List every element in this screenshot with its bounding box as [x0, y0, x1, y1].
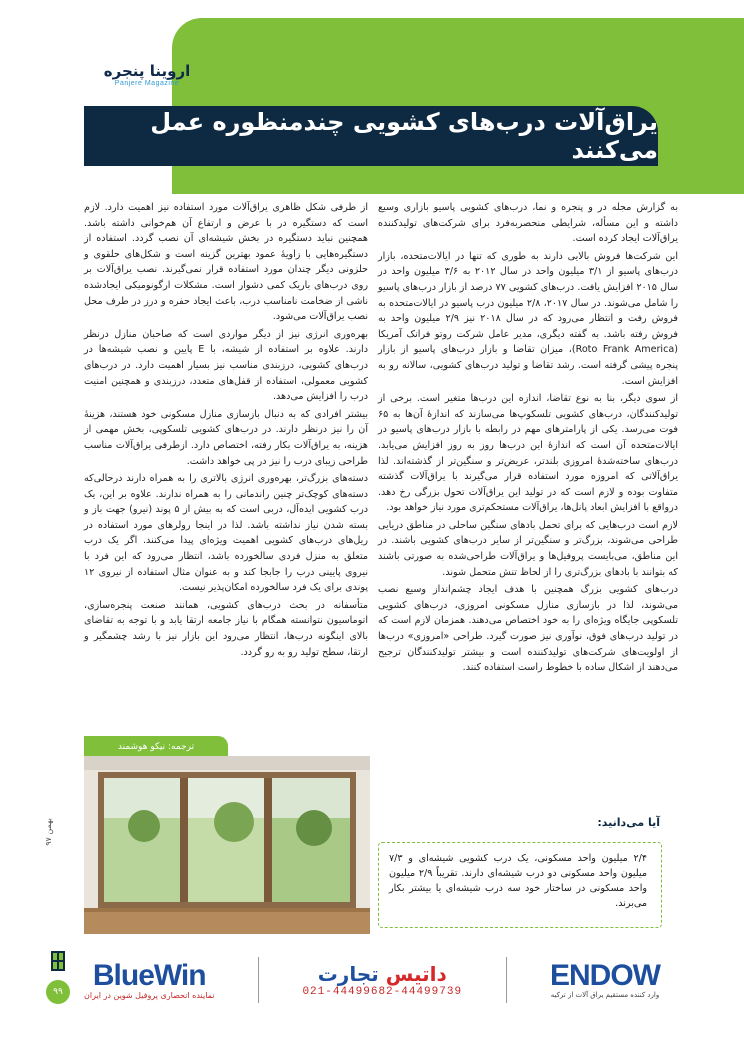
paragraph: لازم است درب‌هایی که برای تحمل بادهای سنگین ساحلی در مناطق دریایی طراحی می‌شوند، بزرگ‌تر و سنگین‌تر از سایر درب‌های کشویی باشند. در این مناطق، می‌بایست پروفیل‌ها و یراق‌آلات طراحی‌شده به صورتی باشند که بتوانند با بادهای بزرگ‌تری را از لحاظ تنش متحمل شوند.: [378, 519, 678, 578]
logo-subtitle: Panjere Magazine: [114, 80, 180, 87]
advertising-bar: [84, 948, 660, 1012]
datis-phones: 021-44499682-44499739: [302, 986, 463, 998]
article-photo: [84, 756, 370, 934]
bluewin-brand: BlueWin: [92, 958, 206, 992]
sliding-door-photo: [84, 756, 370, 934]
datis-brand: [318, 962, 447, 986]
ad-divider: [258, 957, 259, 1003]
paragraph: از طرفی شکل ظاهری یراق‌آلات مورد استفاده نیز اهمیت دارد. لازم است که دستگیره در با عرض و ارتفاع آن هم‌خوانی داشته باشد. همچنین نباید دستگیره در بخش شیشه‌ای آن نصب گردد. استفاده از دستگیره‌هایی با زاویهٔ عمود بهترین گزینه است و شکل‌های حلقوی و حلزونی دیگر چندان مورد استفاده قرار نمی‌گیرند. نصب یراق‌آلات بر روی درب‌های باریک کمی دشوار است. مشکلات ارگونومیکی ایجادشده ناشی از ضخامت نامناسب درب، باعث ایجاد حفره و درز در طرف محل نصب یراق‌آلات می‌شود.: [84, 202, 368, 323]
datis-brand-blue: تجارت: [317, 962, 379, 986]
ad-bluewin[interactable]: [84, 950, 215, 1010]
issue-label: بهمن ۹۷: [44, 818, 53, 846]
article-title: یراق‌آلات درب‌های کشویی چندمنظوره عمل می‌کنند: [150, 108, 658, 164]
magazine-logo: [92, 62, 202, 96]
bluewin-tagline: نماینده انحصاری پروفیل شوین در ایران: [84, 990, 215, 1000]
did-you-know-box: [378, 842, 662, 928]
article-column-left: [84, 200, 368, 662]
paragraph: دسته‌های بزرگ‌تر، بهره‌وری انرژی بالاتری را به همراه دارند درحالی‌که دسته‌های کوچک‌تر چنین راندمانی را به همراه ندارند. علاوه بر این، یک درب کشویی ایده‌آل، دربی است که به بیش از ۵ پوند (نیرو) جهت باز و بسته شدن نیاز نداشته باشد. لذا در اینجا رولرهای مورد استفاده در ریل‌های درب‌های کشویی اهمیت ویژه‌ای پیدا می‌کنند. اگر یک درب متعلق به منزل فردی سالخورده باشد، انتظار می‌رود که این فرد با نیروی پایینی درب را جابجا کند و به عنوان مثال استفاده از نیروی ۱۲ پوندی برای یک فرد سالخورده امکان‌پذیر نیست.: [84, 473, 368, 594]
paragraph: بهره‌وری انرژی نیز از دیگر مواردی است که صاحبان منازل درنظر دارند. علاوه بر استفاده از شیشه، با E پایین و نصب شیشه‌ها در درب‌های کشویی، درزبندی مناسب نیز بسیار اهمیت دارد. در درب‌های کشویی معمولی، استفاده از قفل‌های متعدد، درزبندی و همچنین امنیت درب را افزایش می‌دهد.: [84, 328, 368, 403]
window-icon: [50, 950, 66, 972]
paragraph: متأسفانه در بحث درب‌های کشویی، همانند صنعت پنجره‌سازی، اتوماسیون نتوانسته همگام با نیاز جامعه ارتقا یابد و با توجه به تقاضای بالای اینگونه درب‌ها، انتظار می‌رود این بازار نیز با رشد چشمگیر و ارتقا، سطح تولید رو به رو گردد.: [84, 599, 368, 658]
translator-credit: ترجمه: نیکو هوشمند: [84, 736, 228, 758]
paragraph: این شرکت‌ها فروش بالایی دارند به طوری که تنها در ایالات‌متحده، بازار درب‌های پاسیو از ۳/۱ میلیون واحد در سال ۲۰۱۲ به ۳/۶ میلیون واحد در سال ۲۰۱۵ افزایش یافت. درب‌های کشویی ۷۷ درصد از بازار درب‌های پاسیو را شامل می‌شوند. در سال ۲۰۱۷، ۲/۸ میلیون درب پاسیو در ایالات‌متحده به فروش رفت و انتظار می‌رود که در سال ۲۰۱۸ نیز ۲/۹ میلیون واحد به فروش رفته باشد. به گفته دیگری، مدیر عامل شرکت روتو فرانک آمریکا (Roto Frank America)، میزان تقاضا و بازار درب‌های پاسیو از بازار پنجره پیشی گرفته است. رشد تقاضا و تولید درب‌های کشویی، سالانه رو به افزایش است.: [378, 250, 679, 387]
article-column-right: [378, 200, 678, 678]
datis-brand-red: داتیس: [385, 962, 447, 986]
ad-endow[interactable]: [550, 950, 660, 1010]
article-title-bar: [84, 106, 658, 166]
paragraph: بیشتر افرادی که به دنبال بازسازی منازل مسکونی خود هستند، هزینهٔ آن را نیز درنظر دارند. در درب‌های کشویی تلسکوپی، بخش مهمی از هزینه، به یراق‌آلات بکار رفته، اختصاص دارد. ازطرفی یراق‌آلات مناسب طراحی زیبای درب را نیز در پی خواهد داشت.: [84, 408, 368, 467]
did-you-know-text: ۲/۴ میلیون واحد مسکونی، یک درب کشویی شیشه‌ای و ۷/۳ میلیون واحد مسکونی دو درب شیشه‌ای دارند. تقریباً ۲/۹ میلیون واحد مسکونی در ساختار خود سه درب شیشه‌ای یا بیشتر بکار می‌برند.: [389, 853, 648, 909]
endow-tagline: وارد کننده مستقیم یراق آلات از ترکیه: [550, 991, 660, 999]
page-number: ۹۹: [46, 980, 70, 1004]
ad-datis[interactable]: [302, 950, 462, 1010]
paragraph: به گزارش مجله در و پنجره و نما، درب‌های کشویی پاسیو بازاری وسیع داشته و این مسأله، شرایطی منحصربه‌فرد برای شرکت‌های تولیدکننده یراق‌آلات ایجاد کرده است.: [378, 202, 678, 245]
endow-brand: ENDOW: [550, 959, 660, 992]
logo-text: اروینا پنجره: [103, 62, 191, 80]
did-you-know-title: آیا می‌دانید:: [597, 816, 660, 829]
paragraph: از سوی دیگر، بنا به نوع تقاضا، اندازه این درب‌ها متغیر است. برخی از تولیدکنندگان، درب‌های کشویی تلسکوپ‌ها می‌سازند که اندازهٔ آن‌ها به ۶۵ فوت می‌رسد. یکی از پارامترهای مهم در رابطه با بازار درب‌های پاسیو در ایالات‌متحده آن است که اندازهٔ این درب‌ها روز به روز افزایش می‌یابد. درب‌های ساخته‌شدهٔ امروزی بلندتر، عریض‌تر و سنگین‌تر از گذشته‌اند. لذا یراق‌آلاتی که امروزه مورد استفاده قرار می‌گیرند با یراق‌آلات گذشته متفاوت بوده و لازم است که در تولید این یراق‌آلات تحول بزرگی رخ دهد. درواقع با افزایش ابعاد پانل‌ها، یراق‌آلات مستحکم‌تری مورد نیاز خواهد بود.: [378, 393, 678, 514]
ad-divider: [506, 957, 507, 1003]
paragraph: درب‌های کشویی بزرگ همچنین با هدف ایجاد چشم‌انداز وسیع نصب می‌شوند، لذا در بازسازی منازل مسکونی امروزی، درب‌های کشویی تلسکوپی جایگاه ویژه‌ای را به خود اختصاص می‌دهند. همزمان لازم است که در تولید درب‌های فوق، نوآوری نیز صورت گیرد. طراحی «امروزی» درب‌ها از اولویت‌های شرکت‌های تولیدکننده است و بیشتر تولیدکنندگان ترجیح می‌دهند از اشکال ساده با خطوط راست استفاده کنند.: [378, 584, 678, 674]
